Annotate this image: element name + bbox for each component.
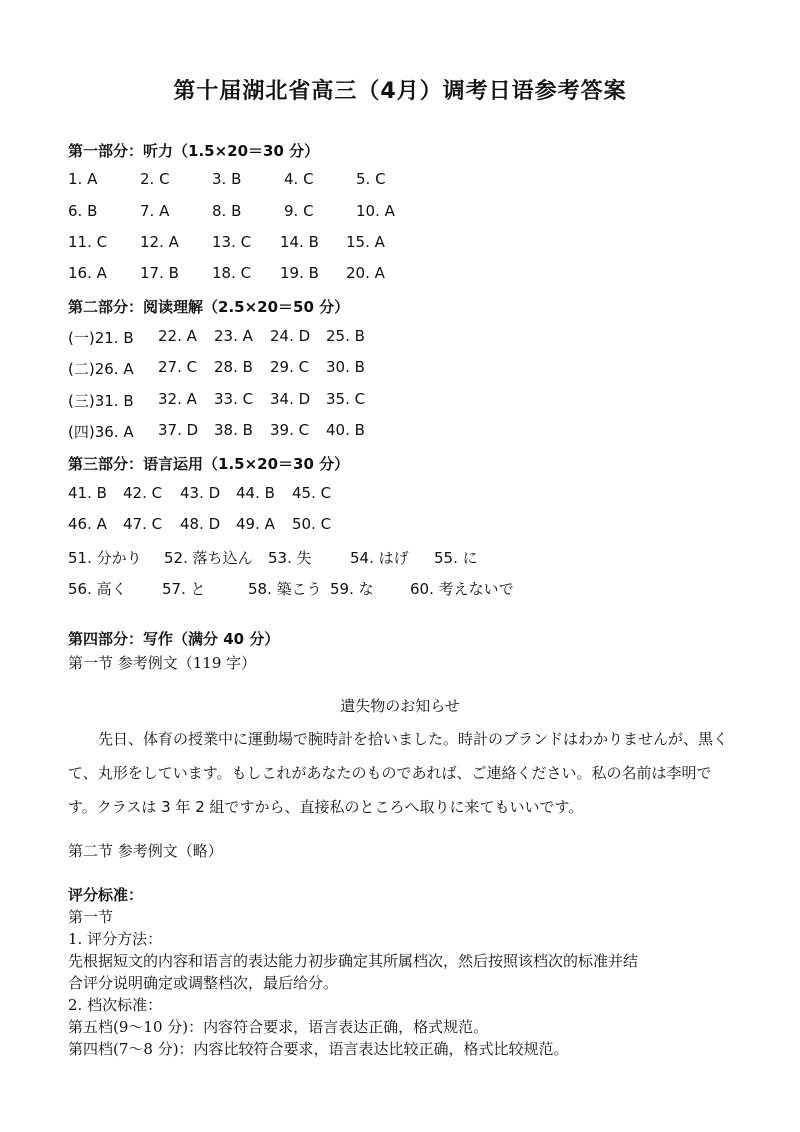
answer-item: 35. C — [326, 390, 366, 408]
answer-item: 30. B — [326, 358, 365, 376]
answer-item: 12. A — [140, 233, 179, 251]
page-title: 第十届湖北省高三（4月）调考日语参考答案 — [173, 79, 627, 104]
answer-item: 43. D — [180, 484, 221, 502]
answer-item: 50. C — [292, 515, 332, 533]
answer-item: 16. A — [68, 264, 107, 282]
part1-heading: 第一部分：听力（1.5×20＝30 分） — [68, 142, 320, 160]
answer-item: 37. D — [158, 421, 199, 439]
answer-item: 4. C — [284, 170, 314, 188]
scoring-line: 合评分说明确定或调整档次，最后给分。 — [68, 974, 339, 992]
answer-item: 19. B — [280, 264, 319, 282]
answer-item: 25. B — [326, 327, 365, 345]
answer-item: 59. な — [330, 580, 374, 598]
answer-item: 32. A — [158, 390, 197, 408]
answer-item: 45. C — [292, 484, 332, 502]
essay-body: 先日、体育の授業中に運動場で腕時計を拾いました。時計のブランドはわかりませんが、黒くて、丸形をしています。もしこれがあなたのものであれば、ご連絡ください。私の名前は李明です。クラスは 3 年 2 組ですから、直接私のところへ取りに来てもいいです。 — [68, 730, 729, 816]
answer-item: 23. A — [214, 327, 253, 345]
answer-item: 33. C — [214, 390, 254, 408]
answer-item: 44. B — [236, 484, 275, 502]
scoring-line: 先根据短文的内容和语言的表达能力初步确定其所属档次，然后按照该档次的标准并结 — [68, 952, 639, 970]
answer-item: 6. B — [68, 202, 98, 220]
answer-item: (四)36. A — [68, 423, 134, 441]
scoring-line: 第四档(7～8 分)：内容比较符合要求，语言表达比较正确，格式比较规范。 — [68, 1040, 569, 1058]
part4-heading: 第四部分：写作（满分 40 分） — [68, 630, 280, 648]
answer-item: 24. D — [270, 327, 311, 345]
answer-item: 60. 考えないで — [410, 580, 514, 598]
answer-item: 58. 築こう — [248, 580, 322, 598]
section2-label: 第二节 参考例文（略） — [68, 842, 223, 860]
answer-item: 29. C — [270, 358, 310, 376]
answer-item: 22. A — [158, 327, 197, 345]
answer-item: 14. B — [280, 233, 319, 251]
answer-item: 2. C — [140, 170, 170, 188]
answer-item: 56. 高く — [68, 580, 127, 598]
answer-item: 51. 分かり — [68, 549, 142, 567]
answer-item: 49. A — [236, 515, 275, 533]
answer-item: 47. C — [123, 515, 163, 533]
answer-item: 55. に — [434, 549, 478, 567]
scoring-line: 第五档(9～10 分)：内容符合要求，语言表达正确，格式规范。 — [68, 1018, 489, 1036]
answer-item: 9. C — [284, 202, 314, 220]
answer-item: 17. B — [140, 264, 179, 282]
answer-item: 57. と — [162, 580, 206, 598]
answer-item: 53. 失 — [268, 549, 312, 567]
answer-item: 8. B — [212, 202, 242, 220]
answer-item: 13. C — [212, 233, 252, 251]
answer-item: 11. C — [68, 233, 108, 251]
section1-label: 第一节 参考例文（119 字） — [68, 654, 257, 672]
answer-item: 18. C — [212, 264, 252, 282]
answer-item: 40. B — [326, 421, 365, 439]
answer-item: 38. B — [214, 421, 253, 439]
answer-item: 41. B — [68, 484, 107, 502]
answer-item: 54. はげ — [350, 549, 409, 567]
answer-item: 46. A — [68, 515, 107, 533]
scoring-line: 第一节 — [68, 908, 114, 926]
answer-item: 27. C — [158, 358, 198, 376]
answer-item: (二)26. A — [68, 360, 134, 378]
answer-item: 52. 落ち込ん — [164, 549, 253, 567]
answer-item: 1. A — [68, 170, 98, 188]
answer-item: 28. B — [214, 358, 253, 376]
answer-item: 34. D — [270, 390, 311, 408]
scoring-line: 1. 评分方法： — [68, 930, 163, 948]
answer-item: 20. A — [346, 264, 385, 282]
answer-item: 48. D — [180, 515, 221, 533]
part2-heading: 第二部分：阅读理解（2.5×20＝50 分） — [68, 298, 350, 316]
answer-item: 5. C — [356, 170, 386, 188]
answer-item: 10. A — [356, 202, 395, 220]
answer-item: 15. A — [346, 233, 385, 251]
scoring-line: 2. 档次标准： — [68, 996, 163, 1014]
scoring-heading: 评分标准： — [68, 886, 144, 904]
answer-item: 39. C — [270, 421, 310, 439]
essay-title: 遺失物のお知らせ — [340, 697, 460, 715]
answer-item: 3. B — [212, 170, 242, 188]
answer-item: 42. C — [123, 484, 163, 502]
answer-item: 7. A — [140, 202, 170, 220]
answer-item: (三)31. B — [68, 392, 134, 410]
answer-item: (一)21. B — [68, 329, 134, 347]
part3-heading: 第三部分：语言运用（1.5×20＝30 分） — [68, 455, 350, 473]
